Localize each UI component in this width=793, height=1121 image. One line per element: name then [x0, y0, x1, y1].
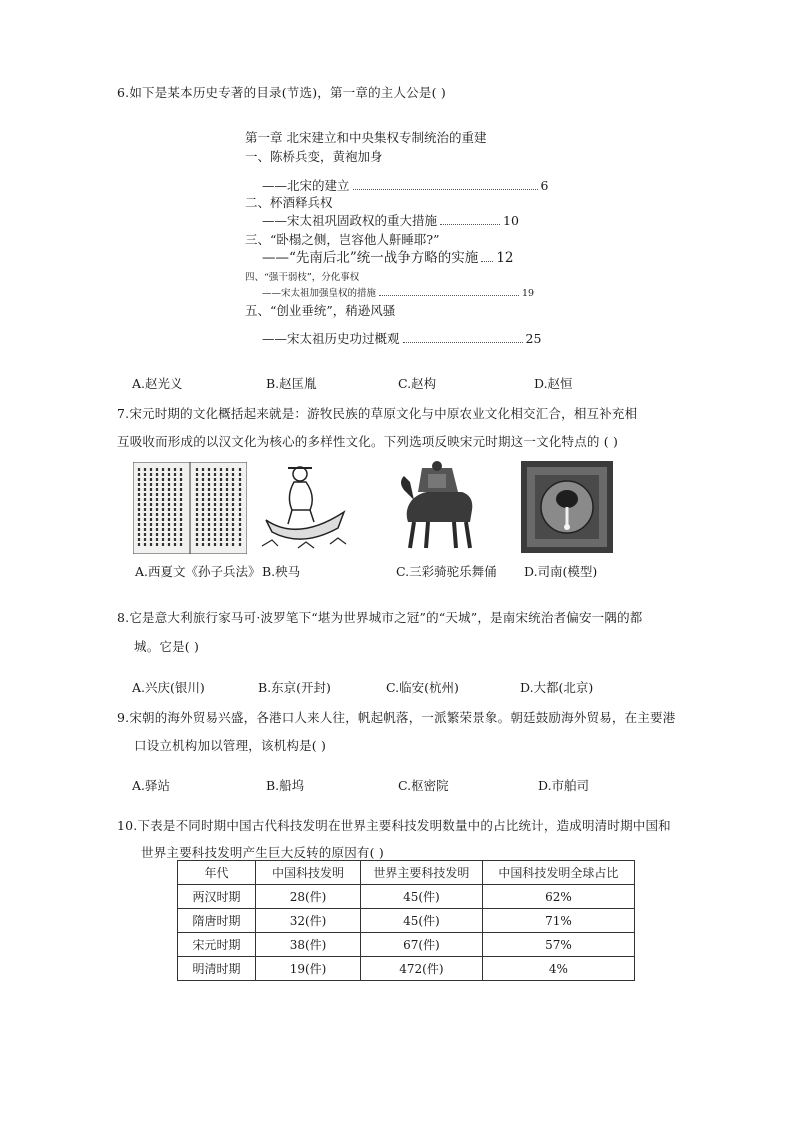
table-header: 中国科技发明	[256, 861, 361, 885]
q10-stem-line1: 10.下表是不同时期中国古代科技发明在世界主要科技发明数量中的占比统计，造成明清时期中国和	[117, 818, 671, 833]
table-row	[178, 957, 635, 981]
q8-option-d[interactable]: D.大都(北京)	[520, 680, 594, 695]
tangut-sunzi-book-image	[133, 462, 247, 554]
toc-item-4-sub: ——宋太祖加强皇权的措施	[262, 288, 377, 299]
toc-leader-dots	[403, 341, 523, 343]
q6-option-a[interactable]: A.赵光义	[132, 376, 183, 391]
q8-option-c[interactable]: C.临安(杭州)	[386, 680, 459, 695]
table-cell: 19(件)	[256, 957, 361, 981]
q6-stem: 6.如下是某本历史专著的目录(节选)，第一章的主人公是( )	[117, 85, 446, 100]
table-cell: 32(件)	[256, 909, 361, 933]
q9-option-d[interactable]: D.市舶司	[538, 778, 590, 793]
q10-stem-line2: 世界主要科技发明产生巨大反转的原因有( )	[141, 845, 384, 860]
q7-option-d[interactable]: D.司南(模型)	[524, 564, 598, 579]
table-cell: 宋元时期	[178, 933, 256, 957]
table-cell: 45(件)	[361, 885, 483, 909]
toc-item-3-page: 12	[496, 250, 514, 266]
q6-option-c[interactable]: C.赵构	[398, 376, 437, 391]
toc-item-4-page: 19	[522, 288, 535, 299]
toc-leader-dots	[440, 223, 500, 225]
toc-item-5-entry	[262, 329, 541, 347]
toc-item-4-title: 四、“强干弱枝”，分化事权	[245, 272, 360, 283]
rice-seedling-boat-image	[258, 462, 354, 554]
q7-option-c[interactable]: C.三彩骑驼乐舞俑	[396, 564, 497, 579]
q7-option-a[interactable]: A.西夏文《孙子兵法》	[135, 564, 261, 579]
toc-item-5-page: 25	[525, 331, 542, 346]
toc-item-1-page: 6	[540, 178, 549, 193]
table-header: 年代	[178, 861, 256, 885]
toc-item-1-entry	[262, 176, 554, 194]
table-header: 世界主要科技发明	[361, 861, 483, 885]
q8-stem-line2: 城。它是( )	[134, 639, 200, 654]
toc-item-1-title: 一、陈桥兵变，黄袍加身	[245, 149, 383, 164]
table-cell: 45(件)	[361, 909, 483, 933]
camel-musicians-figurine-image	[392, 460, 484, 554]
table-row	[178, 909, 635, 933]
q8-option-a[interactable]: A.兴庆(银川)	[132, 680, 205, 695]
toc-chapter-title: 第一章 北宋建立和中央集权专制统治的重建	[245, 130, 487, 145]
table-cell: 67(件)	[361, 933, 483, 957]
toc-item-2-sub: ——宋太祖巩固政权的重大措施	[262, 213, 438, 228]
toc-leader-dots	[379, 294, 519, 296]
table-cell: 隋唐时期	[178, 909, 256, 933]
table-cell: 4%	[482, 957, 634, 981]
q9-option-c[interactable]: C.枢密院	[398, 778, 449, 793]
table-row	[178, 885, 635, 909]
q6-option-d[interactable]: D.赵恒	[534, 376, 573, 391]
q6-option-b[interactable]: B.赵匡胤	[266, 376, 317, 391]
q8-stem-line1: 8.它是意大利旅行家马可·波罗笔下“堪为世界城市之冠”的“天城”，是南宋统治者偏安一隅的都	[117, 610, 643, 625]
toc-item-5-title: 五、“创业垂统”，稍逊风骚	[245, 303, 396, 318]
sinan-compass-model-image	[521, 461, 613, 553]
table-cell: 28(件)	[256, 885, 361, 909]
toc-leader-dots	[353, 188, 538, 190]
inventions-table	[177, 860, 635, 981]
table-cell: 472(件)	[361, 957, 483, 981]
toc-item-2-entry	[262, 211, 562, 229]
toc-item-3-title: 三、“卧榻之侧，岂容他人鼾睡耶?”	[245, 232, 440, 247]
toc-item-5-sub: ——宋太祖历史功过概观	[262, 331, 400, 346]
toc-leader-dots	[481, 260, 493, 262]
q7-option-b[interactable]: B.秧马	[262, 564, 301, 579]
table-cell: 57%	[482, 933, 634, 957]
toc-item-4-entry	[262, 285, 534, 299]
table-cell: 两汉时期	[178, 885, 256, 909]
toc-item-3-sub: ——“先南后北”统一战争方略的实施	[262, 250, 479, 266]
table-cell: 71%	[482, 909, 634, 933]
q9-stem-line2: 口设立机构加以管理，该机构是( )	[134, 738, 327, 753]
toc-item-2-title: 二、杯酒释兵权	[245, 195, 333, 210]
q8-option-b[interactable]: B.东京(开封)	[258, 680, 331, 695]
table-cell: 62%	[482, 885, 634, 909]
q9-option-a[interactable]: A.驿站	[132, 778, 171, 793]
q7-stem-line2: 互吸收而形成的以汉文化为核心的多样性文化。下列选项反映宋元时期这一文化特点的 ( )	[117, 434, 619, 449]
q9-option-b[interactable]: B.船坞	[266, 778, 305, 793]
table-header-row	[178, 861, 635, 885]
table-header: 中国科技发明全球占比	[482, 861, 634, 885]
q9-stem-line1: 9.宋朝的海外贸易兴盛，各港口人来人往，帆起帆落，一派繁荣景象。朝廷鼓励海外贸易，在主要港	[117, 710, 676, 725]
toc-item-2-page: 10	[503, 213, 519, 228]
table-cell: 38(件)	[256, 933, 361, 957]
q7-stem-line1: 7.宋元时期的文化概括起来就是：游牧民族的草原文化与中原农业文化相交汇合，相互补充相	[117, 406, 638, 421]
table-cell: 明清时期	[178, 957, 256, 981]
table-row	[178, 933, 635, 957]
toc-item-3-entry	[262, 246, 514, 266]
toc-item-1-sub: ——北宋的建立	[262, 178, 350, 193]
